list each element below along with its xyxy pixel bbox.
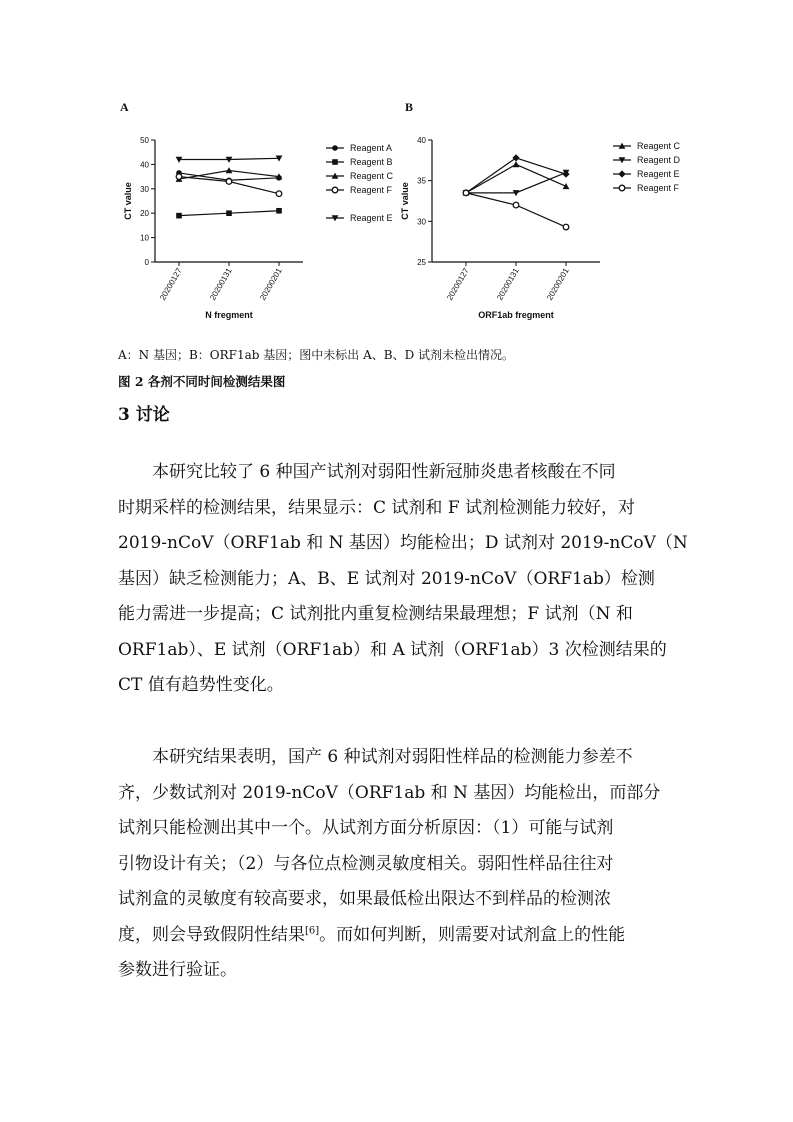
figure-caption-note: A：N 基因；B：ORF1ab 基因；图中未标出 A、B、D 试剂未检出情况。 xyxy=(118,348,515,362)
x-tick-label: 20200127 xyxy=(158,266,184,302)
series-line xyxy=(466,193,566,227)
para2-line6-tail: 。而如何判断，则需要对试剂盒上的性能 xyxy=(319,924,626,945)
data-point xyxy=(512,154,519,161)
panel-b-label: B xyxy=(405,100,414,114)
figure-caption-title: 图 2 各剂不同时间检测结果图 xyxy=(118,374,286,389)
section-heading: 3 讨论 xyxy=(118,405,170,425)
para2-line: 试剂盒的灵敏度有较高要求，如果最低检出限达不到样品的检测浓 xyxy=(118,889,611,909)
y-tick-label: 20 xyxy=(140,209,149,219)
legend-label: Reagent E xyxy=(637,169,680,179)
para1-line: 本研究比较了 6 种国产试剂对弱阳性新冠肺炎患者核酸在不同 xyxy=(152,462,616,482)
legend-entry xyxy=(326,213,393,223)
legend-entry xyxy=(326,157,393,167)
legend-label: Reagent A xyxy=(350,143,393,153)
legend-label: Reagent E xyxy=(350,213,393,223)
chart-a-n-gene xyxy=(118,128,394,328)
legend-entry xyxy=(326,143,392,153)
data-point xyxy=(226,210,232,216)
legend-entry xyxy=(326,185,393,195)
legend-label: Reagent C xyxy=(637,141,681,151)
paragraph-1 xyxy=(118,455,688,704)
x-tick-label: 20200131 xyxy=(495,266,521,302)
para2-line: 本研究结果表明，国产 6 种试剂对弱阳性样品的检测能力参差不 xyxy=(152,747,633,767)
para2-line: 引物设计有关；（2）与各位点检测灵敏度相关。弱阳性样品往往对 xyxy=(118,853,614,874)
y-tick-label: 40 xyxy=(140,160,149,170)
data-point xyxy=(562,171,569,178)
para1-line: 能力需进一步提高；C 试剂批内重复检测结果最理想；F 试剂（N 和 xyxy=(118,604,633,624)
legend-entry xyxy=(326,171,394,181)
legend-label: Reagent F xyxy=(637,183,680,193)
para2-line: 试剂只能检测出其中一个。从试剂方面分析原因：（1）可能与试剂 xyxy=(118,818,614,838)
panel-a-label: A xyxy=(120,100,129,114)
x-tick-label: 20200131 xyxy=(208,266,234,302)
para2-line: 参数进行验证。 xyxy=(118,960,237,980)
data-point xyxy=(226,179,232,185)
y-tick-label: 30 xyxy=(417,217,426,227)
para2-line: 齐，少数试剂对 2019-nCoV（ORF1ab 和 N 基因）均能检出，而部分 xyxy=(118,782,661,803)
x-tick-label: 20200201 xyxy=(258,266,284,302)
para2-line6-text: 度，则会导致假阴性结果 xyxy=(118,924,305,945)
y-tick-label: 10 xyxy=(140,233,149,243)
series-reagent-d xyxy=(463,170,570,196)
data-point xyxy=(463,190,469,196)
legend-marker xyxy=(619,185,625,191)
legend-marker xyxy=(332,145,338,151)
legend-label: Reagent D xyxy=(637,155,681,165)
data-point xyxy=(513,161,520,167)
data-point xyxy=(176,174,182,180)
legend-label: Reagent C xyxy=(350,171,394,181)
data-point xyxy=(276,191,282,197)
y-tick-label: 30 xyxy=(140,184,149,194)
series-reagent-e xyxy=(176,156,283,163)
x-tick-label: 20200201 xyxy=(545,266,571,302)
paragraph-2 xyxy=(118,740,678,989)
y-axis-title: CT value xyxy=(400,182,410,220)
y-tick-label: 50 xyxy=(140,136,149,145)
data-point xyxy=(176,213,182,219)
para1-line: ORF1ab）、E 试剂（ORF1ab）和 A 试剂（ORF1ab）3 次检测结果的 xyxy=(118,639,667,660)
x-axis-title: N fregment xyxy=(205,310,253,320)
y-tick-label: 0 xyxy=(144,258,149,267)
x-axis-title: ORF1ab fregment xyxy=(478,310,554,320)
y-tick-label: 35 xyxy=(417,176,426,186)
legend-marker xyxy=(618,170,625,177)
para1-line: 2019-nCoV（ORF1ab 和 N 基因）均能检出；D 试剂对 2019-nCoV（N xyxy=(118,533,688,553)
para1-line: 时期采样的检测结果，结果显示：C 试剂和 F 试剂检测能力较好，对 xyxy=(118,497,636,518)
y-axis-title: CT value xyxy=(123,182,133,220)
data-point xyxy=(563,224,569,230)
x-tick-label: 20200127 xyxy=(445,266,471,302)
legend-entry xyxy=(613,169,680,179)
chart-b-orf1ab-gene xyxy=(400,128,681,328)
data-point xyxy=(563,183,570,189)
y-tick-label: 25 xyxy=(417,258,426,267)
legend-label: Reagent F xyxy=(350,185,393,195)
citation-ref[interactable]: [6] xyxy=(305,924,320,936)
legend-entry xyxy=(613,183,680,193)
para1-line: 基因）缺乏检测能力；A、B、E 试剂对 2019-nCoV（ORF1ab）检测 xyxy=(118,568,655,589)
para1-line: CT 值有趋势性变化。 xyxy=(118,675,284,695)
legend-entry xyxy=(613,141,681,151)
para2-line xyxy=(118,918,678,954)
y-tick-label: 40 xyxy=(417,136,426,145)
legend-entry xyxy=(613,155,681,165)
data-point xyxy=(513,202,519,208)
legend-label: Reagent B xyxy=(350,157,393,167)
legend-marker xyxy=(332,187,338,193)
data-point xyxy=(276,208,282,214)
series-reagent-b xyxy=(176,208,282,218)
legend-marker xyxy=(332,159,338,165)
